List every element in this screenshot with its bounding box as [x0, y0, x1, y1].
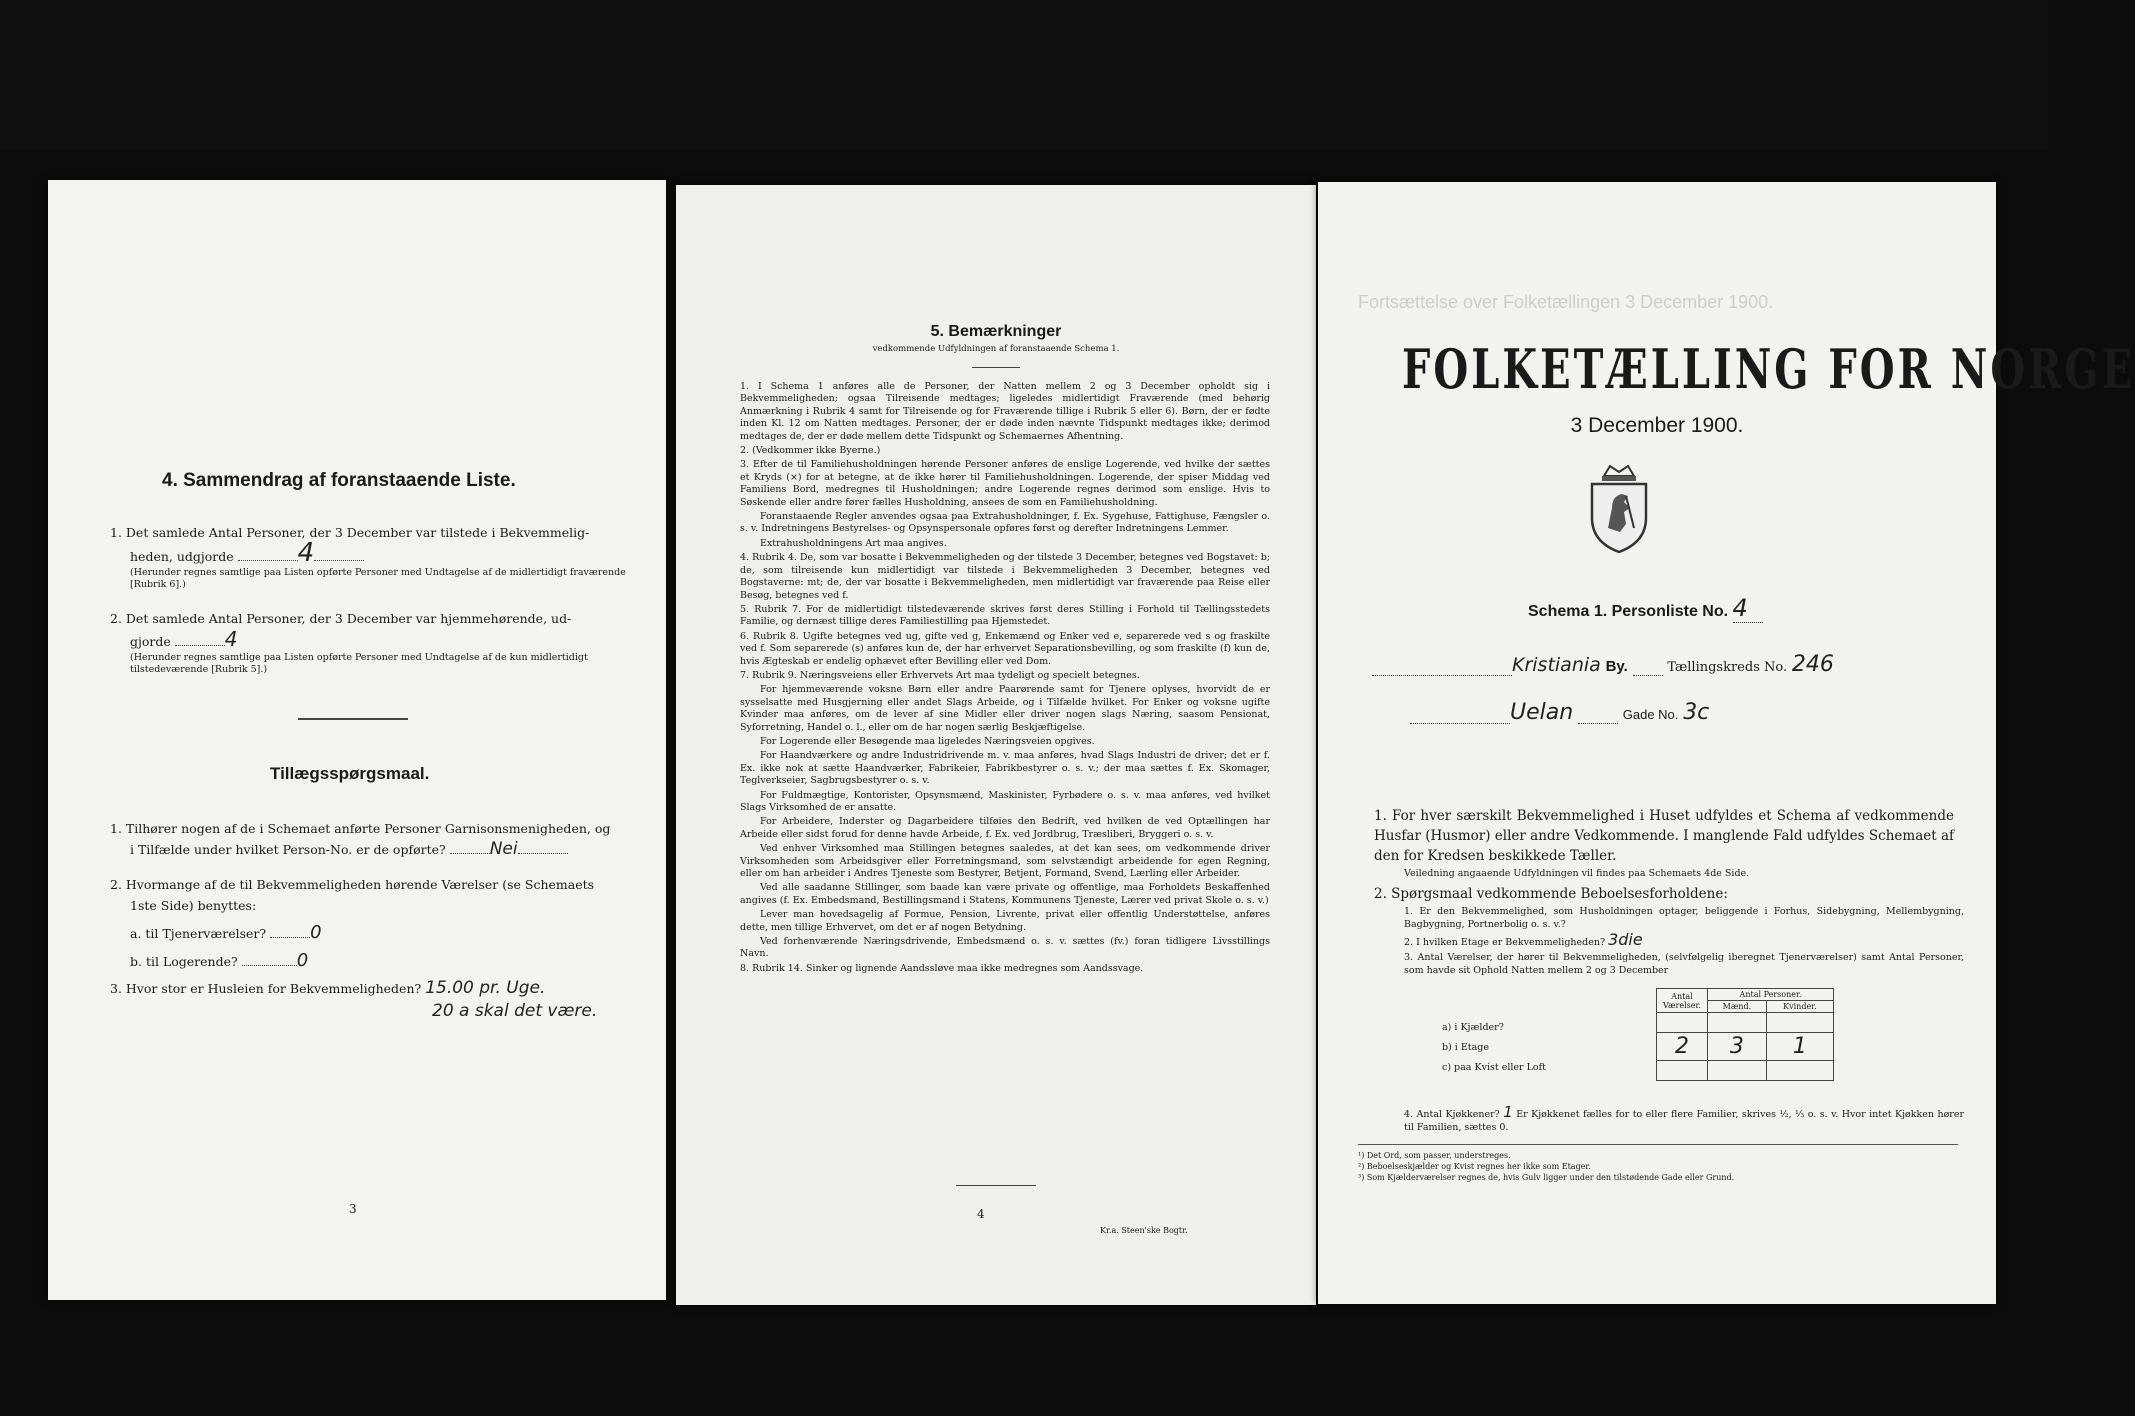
question-2-4-value: 1 [1503, 1103, 1513, 1121]
remark-7-c: For Haandværkere og andre Industridrivende m. v. maa anføres, hvad Slags Industri de driver; det er f. Ex. ikke nok at sætte Haandværker, Fabrikeier, Fabrikbestyrer o. s. v.; der maa sættes f. Ex. Skomager, Teglverkseier, Sagbrugsbestyrer o. s. v. [740, 750, 1270, 787]
extra-question-2b-label: b. til Logerende? [130, 954, 238, 969]
remark-7-f: Ved enhver Virksomhed maa Stillingen betegnes saaledes, at det kan sees, om vedkommende driver Virksomheden som Arbeidsgiver eller Forretningsmand, som selvstændigt arbeidende for egen Regning, eller om han arbeider i Andres Tjeneste som Bestyrer, Betjent, Formand, Svend, Lærling eller Arbeider. [740, 843, 1270, 880]
page-3 [48, 180, 666, 1300]
instruction-1: 1. For hver særskilt Bekvemmelighed i Huset udfyldes et Schema af vedkommende Husfar (Husmor) eller andre Vedkommende. I manglende Fald udfyldes Schemaet af den for Kredsen beskikkede Tæller. [1374, 808, 1954, 864]
instruction-1-note: Veiledning angaaende Udfyldningen vil findes paa Schemaets 4de Side. [1404, 868, 1750, 879]
header-kvinder: Kvinder. [1766, 1001, 1833, 1013]
question-2-note: (Herunder regnes samtlige paa Listen opførte Personer med Undtagelse af de kun midlertidigt tilstedeværende [Rubrik 5].) [130, 652, 588, 675]
cell-c-vaerelser [1657, 1061, 1708, 1081]
extra-question-2-text-b: 1ste Side) benyttes: [130, 898, 257, 913]
remark-3-extra-2: Extrahusholdningens Art maa angives. [760, 537, 947, 549]
divider [972, 367, 1020, 368]
question-2-1: 1. Er den Bekvemmelighed, som Husholdningen optager, beliggende i Forhus, Sidebygning, Mellembygning, Bagbygning, Portnerbolig o. s. v.? [1404, 906, 1964, 930]
cell-b-maend: 3 [1708, 1033, 1767, 1061]
remark-1: 1. I Schema 1 anføres alle de Personer, der Natten mellem 2 og 3 December opholdt sig i Bekvemmeligheden; ogsaa Tilreisende medtages; ligeledes midlertidigt Fraværende (med behørig Anmærkning i Rubrik 4 samt for Tilreisende og for Fraværende tillige i Rubrik 5 eller 6). Børn, der er fødte inden Kl. 12 om Natten medtages. Personer, der er døde inden nævnte Tidspunkt medtages ikke; derimod medtages de, der er døde mellem dette Tidspunkt og Schemaernes Afhentning. [740, 381, 1270, 442]
footnotes [1358, 1150, 1734, 1183]
remarks-list [740, 381, 1270, 977]
remark-3: 3. Efter de til Familiehusholdningen hørende Personer anføres de enslige Logerende, ved hvilke der sættes et Kryds (×) for at betegne, at de ikke hører til Familiehusholdningen. Logerende, der spiser Middag ved Familiens Bord, medregnes til Husholdningen; andre Logerende regnes derimod som enslige. Hvis to Søskende eller andre fører fælles Husholdning, ansees de som en Familiehusholdning. [740, 459, 1270, 508]
header-maend: Mænd. [1708, 1001, 1767, 1013]
question-2-3: 3. Antal Værelser, der hører til Bekvemmeligheden, (selvfølgelig iberegnet Tjenerværelser) samt Antal Personer, som havde sit Ophold Natten mellem 2 og 3 December [1404, 952, 1964, 976]
remarks-subtitle: vedkommende Udfyldningen af foranstaaende Schema 1. [872, 344, 1120, 354]
question-2-text-b: gjorde [130, 634, 171, 649]
printer-imprint: Kr.a. Steen'ske Bogtr. [1100, 1226, 1188, 1235]
row-a-label: a) i Kjælder? [1442, 1022, 1504, 1033]
cell-a-kvinder [1766, 1013, 1833, 1033]
footnote-2: ²) Beboelseskjælder og Kvist regnes her ikke som Etager. [1358, 1162, 1591, 1171]
footnote-rule [1358, 1144, 1958, 1145]
room-rows-labels [1442, 1018, 1546, 1078]
extra-question-1 [110, 818, 650, 860]
remark-5: 5. Rubrik 7. For de midlertidigt tilstedeværende skrives først deres Stilling i Forhold til Tællingsstedets Familie, og dernæst tillige deres Familiestilling paa Hjemstedet. [740, 603, 1270, 628]
extra-question-2a-label: a. til Tjenerværelser? [130, 926, 267, 941]
bleed-through-text: Fortsættelse over Folketællingen 3 December 1900. [1358, 292, 1774, 312]
remark-8: 8. Rubrik 14. Sinker og lignende Aandssløve maa ikke medregnes som Aandssvage. [740, 962, 1144, 974]
street-line [1410, 700, 1970, 725]
extra-question-2b-value: 0 [296, 950, 309, 971]
page-number: 3 [349, 1202, 357, 1216]
city-value: Kristiania [1512, 654, 1601, 676]
question-2-text-a: 2. Det samlede Antal Personer, der 3 December var hjemmehørende, ud- [110, 611, 572, 626]
question-1-note: (Herunder regnes samtlige paa Listen opførte Personer med Undtagelse af de midlertidigt fraværende [Rubrik 6].) [130, 567, 626, 590]
remark-6: 6. Rubrik 8. Ugifte betegnes ved ug, gifte ved g, Enkemænd og Enker ved e, separerede ved s og fraskilte ved f. Som separerede (s) anføres kun de, der har erhvervet Separationsbevilling, og som fraskilte (f) kun de, hvis Ægteskab er endelig ophævet efter Bevilling eller ved Dom. [740, 630, 1270, 667]
extra-question-1-value: Nei [489, 839, 518, 859]
divider [298, 718, 408, 720]
page-1-cover [1318, 182, 2135, 1304]
kreds-number: 246 [1791, 652, 1834, 677]
schema-label: Schema 1. Personliste No. 4 [1528, 594, 1763, 623]
extra-question-1-text-a: 1. Tilhører nogen af de i Schemaet anførte Personer Garnisonsmenigheden, og [110, 821, 611, 836]
remark-3-extra: Foranstaaende Regler anvendes ogsaa paa Extrahusholdninger, f. Ex. Sygehuse, Fattighuse, Fængsler o. s. v. Indretningens Bestyrelses- og Opsynspersonale opføres først og derefter Indretningens Lemmer. [740, 511, 1270, 535]
cell-c-maend [1708, 1061, 1767, 1081]
question-2-4: 4. Antal Kjøkkener? 1 Er Kjøkkenet fælles for to eller flere Familier, skrives ½, ⅓ o. s. v. Hvor intet Kjøkken hører til Familien, sættes 0. [1404, 1103, 1964, 1133]
question-1-value: 4 [297, 538, 315, 568]
personliste-number: 4 [1733, 594, 1763, 623]
street-value: Uelan [1510, 700, 1574, 725]
row-b-label: b) i Etage [1442, 1042, 1489, 1053]
question-1 [110, 522, 630, 591]
extra-question-3-value-line2: 20 a skal det være. [432, 1001, 598, 1021]
gade-label: Gade No. [1622, 707, 1679, 722]
cell-a-maend [1708, 1013, 1767, 1033]
extra-question-3 [110, 978, 670, 1022]
extra-question-2a-value: 0 [310, 922, 322, 943]
remark-7-h: Lever man hovedsagelig af Formue, Pension, Livrente, privat eller offentlig Understøttelse, anføres dette, men tillige Erhvervet, om det er af nogen Betydning. [740, 909, 1270, 933]
location-line [1372, 652, 1972, 677]
remark-7-b: For Logerende eller Besøgende maa ligeledes Næringsveien opgives. [760, 735, 1095, 747]
document-title: FOLKETÆLLING FOR NORGE [1402, 338, 2135, 402]
extra-question-2-text-a: 2. Hvormange af de til Bekvemmeligheden hørende Værelser (se Schemaets [110, 877, 595, 892]
remark-7-i: Ved forhenværende Næringsdrivende, Embedsmænd o. s. v. sættes (fv.) foran tidligere Livsstillings Navn. [740, 936, 1270, 960]
desk-background [0, 0, 2048, 150]
question-2-2-value: 3die [1608, 930, 1643, 949]
page-4 [676, 185, 1316, 1305]
remarks-title: 5. Bemærkninger [930, 323, 1062, 340]
cell-a-vaerelser [1657, 1013, 1708, 1033]
footnote-1: ¹) Det Ord, som passer, understreges. [1358, 1151, 1511, 1160]
row-c-label: c) paa Kvist eller Loft [1442, 1062, 1546, 1073]
extra-question-2 [110, 874, 650, 972]
page-number: 4 [977, 1207, 985, 1221]
extra-questions-title: Tillægsspørgsmaal. [270, 764, 430, 783]
cell-b-vaerelser: 2 [1657, 1033, 1708, 1061]
footnote-3: ³) Som Kjælderværelser regnes de, hvis Gulv ligger under den tilstødende Gade eller Grund. [1358, 1173, 1735, 1182]
remark-7: 7. Rubrik 9. Næringsveiens eller Erhvervets Art maa tydeligt og specielt betegnes. [740, 669, 1140, 681]
remark-2: 2. (Vedkommer ikke Byerne.) [740, 445, 881, 457]
remark-4: 4. Rubrik 4. De, som var bosatte i Bekvemmeligheden og der tilstede 3 December, betegnes ved Bogstavet: b; de, som tilreisende kun midlertidigt var tilstede i Bekvemmeligheden 3 December, betegnes ved Bogstaverne: mt; de, der var bosatte i Bekvemmeligheden, men midlertidigt var fraværende paa Reise eller Besøg, betegnes ved f. [740, 552, 1270, 601]
divider [956, 1185, 1036, 1186]
question-2-2: 2. I hvilken Etage er Bekvemmeligheden? 3die [1404, 930, 1643, 949]
section-4-title: 4. Sammendrag af foranstaaende Liste. [162, 470, 516, 491]
coat-of-arms-icon [1586, 462, 1652, 554]
by-label: By. [1605, 658, 1628, 675]
kreds-label: Tællingskreds No. [1667, 660, 1788, 675]
cell-c-kvinder [1766, 1061, 1833, 1081]
extra-question-3-text: 3. Hvor stor er Husleien for Bekvemmeligheden? [110, 981, 422, 996]
extra-question-3-value-line1: 15.00 pr. Uge. [425, 978, 546, 998]
instruction-2: 2. Spørgsmaal vedkommende Beboelsesforholdene: [1374, 886, 1728, 902]
gade-number: 3c [1683, 700, 1710, 725]
header-antal-personer: Antal Personer. [1708, 989, 1834, 1001]
extra-question-1-text-b: i Tilfælde under hvilket Person-No. er de opførte? [130, 842, 446, 857]
remark-7-a: For hjemmeværende voksne Børn eller andre Paarørende samt for Tjenere oplyses, hvorvidt de er sysselsatte med Husgjerning eller andet Slags Arbeide, og i Tilfælde hvilket. For Enker og voksne ugifte Kvinder maa anføres, om de lever af sine Midler eller driver nogen slags Næring, saasom Pensionat, Syforretning, Handel o. l., eller om de har nogen særlig Beskjæftigelse. [740, 684, 1270, 733]
question-1-text-a: 1. Det samlede Antal Personer, der 3 December var tilstede i Bekvemmelig- [110, 525, 590, 540]
remark-7-e: For Arbeidere, Inderster og Dagarbeidere tilføies den Bedrift, ved hvilken de ved Optællingen har Arbeide eller sidst forud for denne havde Arbeide, f. Ex. ved Jordbrug, Træsliberi, Bryggeri o. s. v. [740, 816, 1270, 840]
header-antal-vaerelser: Antal Værelser. [1657, 989, 1708, 1013]
question-2-value: 4 [224, 627, 238, 651]
census-date: 3 December 1900. [1570, 414, 1744, 437]
cell-b-kvinder: 1 [1766, 1033, 1833, 1061]
question-2 [110, 608, 630, 676]
remark-7-d: For Fuldmægtige, Kontorister, Opsynsmænd, Maskinister, Fyrbødere o. s. v. maa anføres, ved hvilket Slags Virksomhed de er ansatte. [740, 789, 1270, 813]
rooms-persons-table [1656, 988, 1834, 1081]
question-1-text-b: heden, udgjorde [130, 549, 234, 564]
remark-7-g: Ved alle saadanne Stillinger, som baade kan være private og offentlige, maa Forholdets Beskaffenhed angives (f. Ex. Embedsmand, Bestillingsmand i Statens, Kommunens Tjeneste, Lærer ved privat Skole o. s. v.) [740, 882, 1270, 906]
